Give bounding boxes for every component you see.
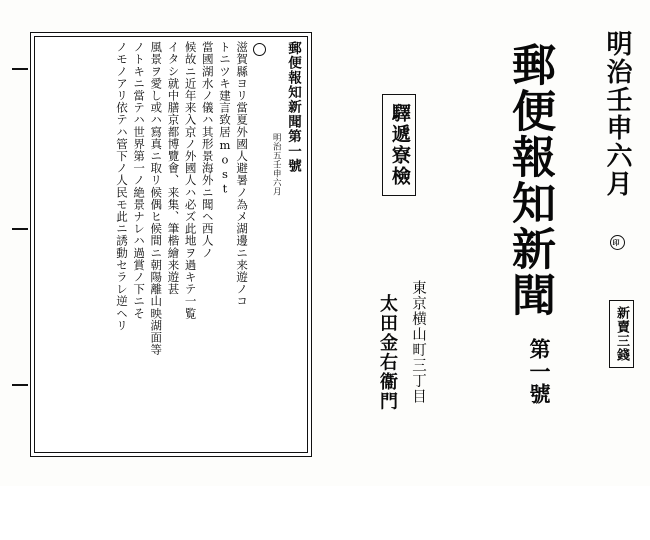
inspection-stamp: 驛遞寮檢	[382, 94, 416, 196]
article-column-5: イタシ就中膳京都博覽會、来集、筆楷繪来遊甚	[166, 41, 181, 296]
right-masthead-page	[330, 18, 640, 468]
article-column-3: 當國湖水ノ儀ハ其形景海外ニ聞ヘ西人ノ	[200, 41, 215, 259]
text-frame-border	[30, 32, 312, 457]
masthead-issue-number: 第一號	[527, 338, 552, 406]
left-page-header-title: 郵便報知新聞第一號	[285, 41, 301, 174]
binding-mark	[12, 228, 28, 230]
binding-mark	[12, 384, 28, 386]
price-badge: 新賣三錢	[609, 300, 634, 368]
masthead-title: 郵便報知新聞	[504, 42, 555, 318]
vertical-text-columns	[37, 41, 305, 448]
issue-date-text: 明治壬申六月	[602, 30, 632, 198]
seal-icon: 印	[610, 235, 625, 250]
circle-bullet-icon	[253, 43, 266, 56]
left-text-page	[12, 32, 312, 457]
article-column-4: 候故ニ近年来入京ノ外國人ハ必ズ此地ヲ過キテ一覧	[183, 41, 198, 320]
article-column-6: 風景ヲ愛し或ハ寫真ニ取リ候偶ヒ候間ニ朝陽離山映湖面等	[149, 41, 164, 356]
publisher-address: 東京横山町三丁目	[410, 280, 426, 404]
binding-mark	[12, 68, 28, 70]
left-page-header-date: 明治五壬申六月	[271, 133, 282, 196]
article-column-2: トニツキ建言致居most	[217, 41, 232, 197]
article-column-8: ノモノアリ依テハ管下ノ人民モ此ニ誘動セラレ逆ヘリ	[114, 41, 129, 332]
article-column-1: 滋賀縣ヨリ當夏外國人避暑ノ為メ湖邊ニ来遊ノコ	[235, 41, 250, 308]
article-column-7: ノトキニ當テハ世界第一ノ絶景ナレハ過賞ノ下ニそ	[132, 41, 147, 320]
issue-date	[599, 30, 636, 255]
publisher-name: 太田金右衞門	[377, 294, 398, 411]
article-bullet-mark	[250, 41, 269, 448]
